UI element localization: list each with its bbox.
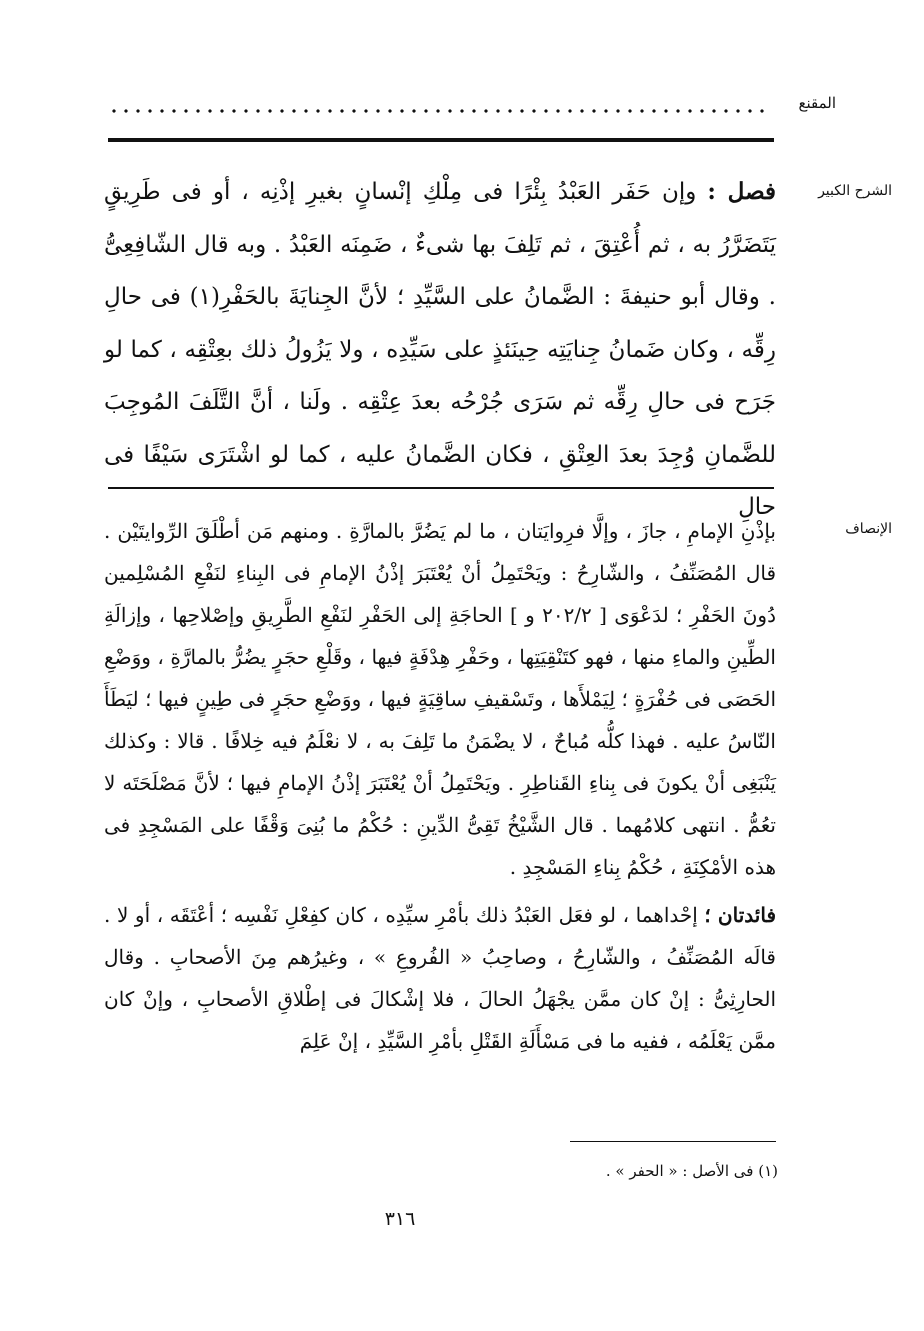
book-title: المقنع — [798, 94, 836, 112]
sharh-lead-word: فصل : — [707, 178, 777, 205]
insaf-lead-word: فائدتان ؛ — [704, 903, 777, 927]
insaf-paragraph-2 — [104, 894, 776, 1062]
header-dotted-rule — [108, 108, 768, 114]
sharh-text-block — [104, 166, 776, 534]
insaf-paragraph-1: بإذْنِ الإمامِ ، جازَ ، وإلَّا فرِوايَتان ، ما لم يَضُرَّ بالمارَّةِ . ومنهم مَن أطْلَقَ الرِّوايتَيْن . قال المُصَنِّفُ ، والشّارِحُ : ويَحْتَمِلُ أنْ يُعْتَبَرَ إذْنُ الإمامِ فى البِناءِ لنَفْعِ المُسْلِمين دُونَ الحَفْرِ ؛ لدَعْوَى [ ٢٠٢/٢ و ] الحاجَةِ إلى الحَفْرِ لنَفْعِ الطَّرِيقِ وإصْلاحِها ، وإزالَةِ الطِّينِ والماءِ منها ، فهو كتَنْقِيَتِها ، وحَفْرِ هِدْفَةٍ فيها ، وقَلْعِ حجَرٍ يضُرُّ بالمارَّةِ ، ووَضْعِ الحَصَى فى حُفْرَةٍ ؛ لِيَمْلأَها ، وتَسْقيفِ ساقِيَةٍ فيها ، ووَضْعِ حجَرٍ فى طِينٍ فيها ؛ ليَطَأَ النّاسُ عليه . فهذا كلُّه مُباحٌ ، لا يضْمَنُ ما تَلِفَ به ، لا نعْلَمُ فيه خِلافًا . قالا : وكذلك يَنْبَغِى أنْ يكونَ فى بِناءِ القَناطِرِ . ويَحْتَمِلُ أنْ يُعْتَبَرَ إذْنُ الإمامِ فيها ؛ لأنَّ مَصْلَحَتَه لا تعُمُّ . انتهى كلامُهما . قال الشَّيْخُ تَقِىُّ الدِّينِ : حُكْمُ ما بُنِىَ وَقْفًا على المَسْجِدِ فى هذه الأمْكِنَةِ ، حُكْمُ بِناءِ المَسْجِدِ . — [104, 519, 776, 879]
footnote-rule — [570, 1141, 776, 1142]
sharh-body: وإن حَفَر العَبْدُ بِئْرًا فى مِلْكِ إنْسانٍ بغيرِ إذْنِه ، أو فى طَرِيقٍ يَتَضَرَّرُ به ، ثم أُعْتِقَ ، ثم تَلِفَ بها شىءٌ ، ضَمِنَه العَبْدُ . وبه قال الشّافِعِىُّ . وقال أبو حنيفةَ : الضَّمانُ على السَّيِّدِ ؛ لأنَّ الجِنايَةَ بالحَفْرِ(١) فى حالِ رِقِّه ، وكان ضَمانُ جِنايَتِه حِينَئذٍ على سَيِّدِه ، ولا يَزُولُ ذلك بعِتْقِه ، كما لو جَرَح فى حالِ رِقِّه ثم سَرَى جُرْحُه بعدَ عِتْقِه . ولَنا ، أنَّ التَّلَفَ المُوجِبَ للضَّمانِ وُجِدَ بعدَ العِتْقِ ، فكان الضَّمانُ عليه ، كما لو اشْتَرَى سَيْفًا فى حالِ — [104, 179, 776, 520]
insaf-text-block — [104, 510, 776, 1062]
footnote: (١) فى الأصل : « الحفر » . — [605, 1162, 778, 1180]
insaf-paragraph-2-body: إحْداهما ، لو فعَل العَبْدُ ذلك بأمْرِ سيِّدِه ، كان كفِعْلِ نَفْسِه ؛ أعْتَقَه ، أو لا . قالَه المُصَنِّفُ ، والشّارِحُ ، وصاحِبُ « الفُروعِ » ، وغيرُهم مِنَ الأصحابِ . وقال الحارِثِىُّ : إنْ كان ممَّن يجْهَلُ الحالَ ، فلا إشْكالَ فى إطْلاقِ الأصحابِ ، وإنْ كان ممَّن يَعْلَمُه ، ففيه ما فى مَسْأَلَةِ القَتْلِ بأمْرِ السَّيِّدِ ، إنْ عَلِمَ — [104, 903, 776, 1053]
section-label-sharh: الشرح الكبير — [818, 183, 892, 199]
section-label-insaf: الإنصاف — [845, 521, 892, 537]
section-divider — [108, 487, 774, 489]
header-thick-rule — [108, 138, 774, 142]
page-number: ٣١٦ — [384, 1208, 416, 1230]
